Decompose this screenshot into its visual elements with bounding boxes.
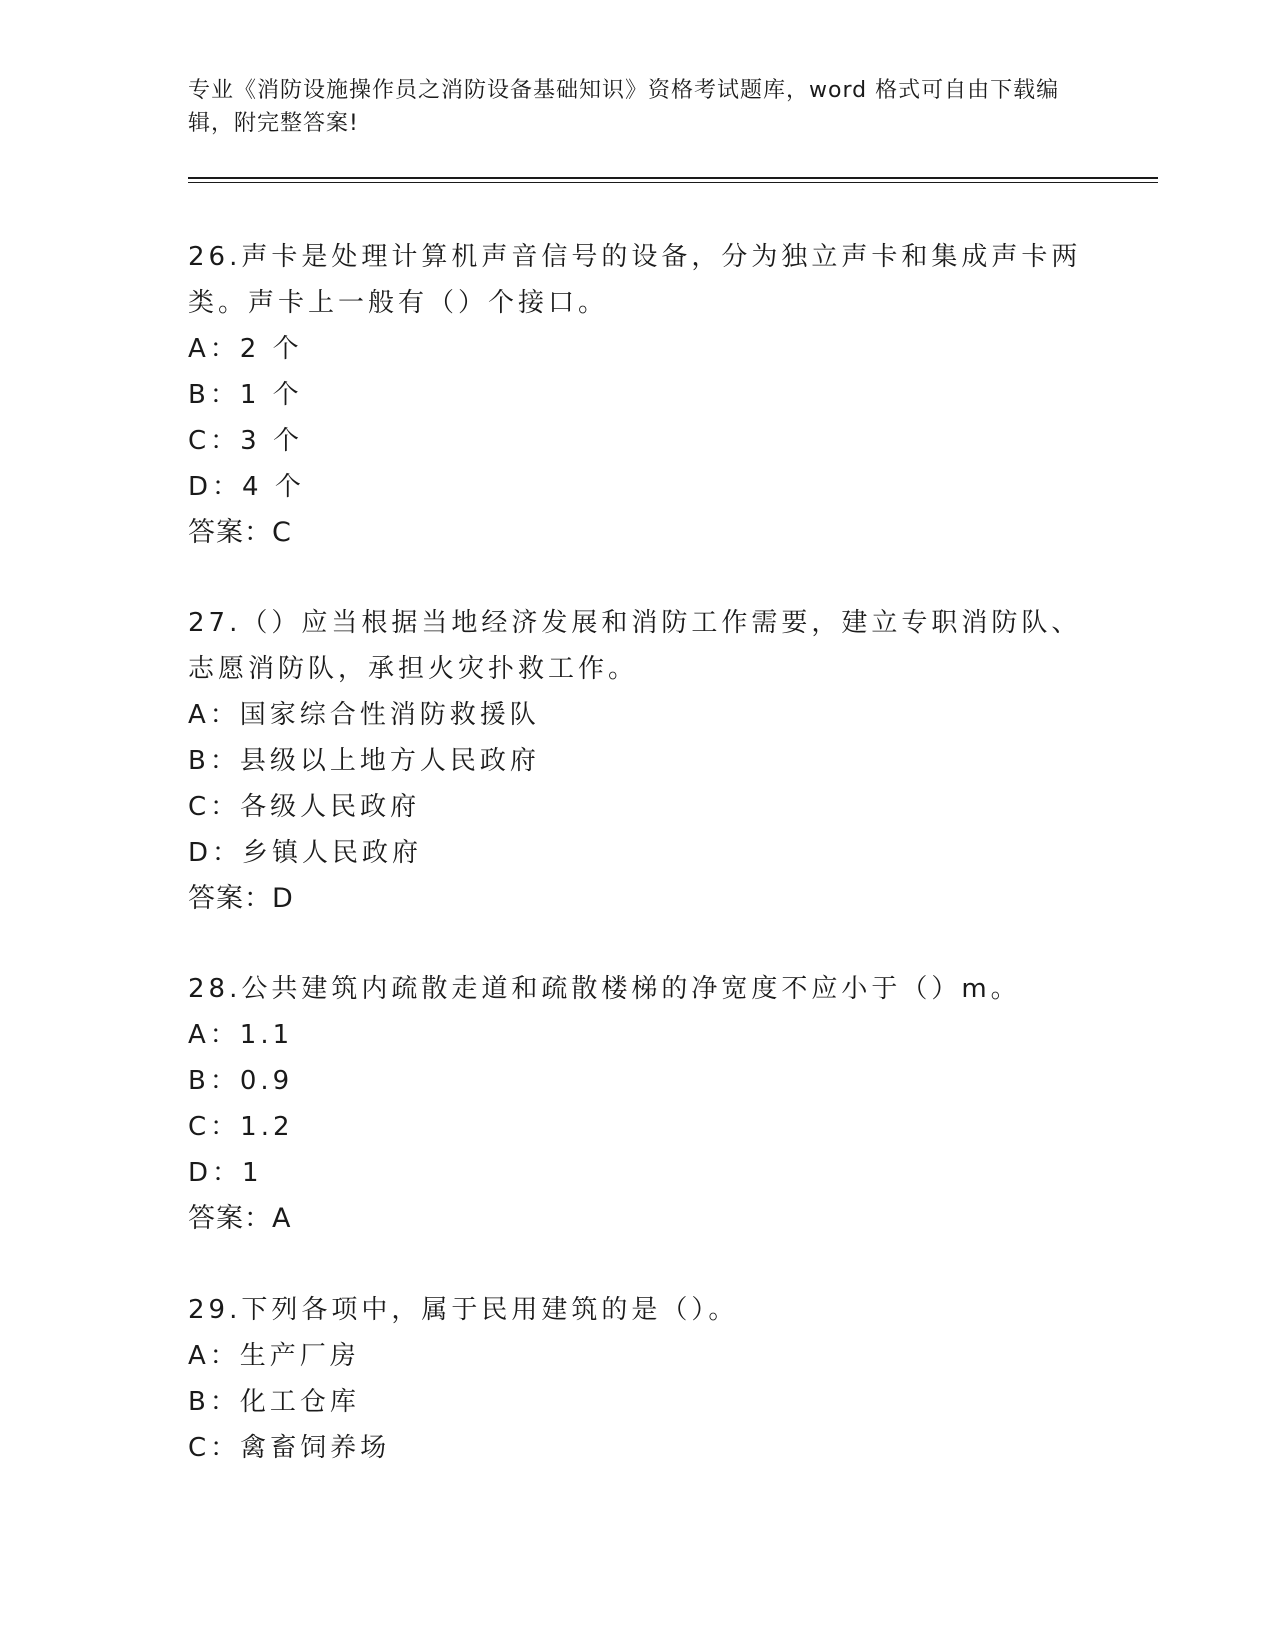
option-a: A：1.1	[188, 1020, 294, 1050]
option-c: C：1.2	[188, 1112, 294, 1142]
option-a: A：生产厂房	[188, 1341, 360, 1371]
option-d: D：4 个	[188, 472, 305, 502]
document-header: 专业《消防设施操作员之消防设备基础知识》资格考试题库，word 格式可自由下载编辑，附完整答案!	[188, 78, 1060, 136]
option-b: B：化工仓库	[188, 1387, 360, 1417]
option-a: A：国家综合性消防救援队	[188, 700, 540, 730]
answer-line: 答案：A	[188, 1203, 292, 1234]
question-stem: 29.下列各项中，属于民用建筑的是（）。	[188, 1295, 739, 1325]
answer-line: 答案：C	[188, 517, 292, 548]
option-c: C：3 个	[188, 426, 303, 456]
answer-line: 答案：D	[188, 883, 294, 914]
option-b: B：县级以上地方人民政府	[188, 746, 540, 776]
question-28	[188, 966, 1088, 1242]
option-a: A：2 个	[188, 334, 303, 364]
option-c: C：禽畜饲养场	[188, 1433, 391, 1463]
question-29	[188, 1287, 1088, 1471]
question-stem: 26.声卡是处理计算机声音信号的设备，分为独立声卡和集成声卡两类。声卡上一般有（）个接口。	[188, 242, 1082, 318]
option-b: B：0.9	[188, 1066, 294, 1096]
header-divider-secondary	[188, 182, 1158, 183]
header-divider	[188, 177, 1158, 179]
option-d: D：乡镇人民政府	[188, 838, 423, 868]
option-c: C：各级人民政府	[188, 792, 421, 822]
option-b: B：1 个	[188, 380, 303, 410]
question-27	[188, 600, 1088, 922]
option-d: D：1	[188, 1158, 263, 1188]
question-stem: 27.（）应当根据当地经济发展和消防工作需要，建立专职消防队、志愿消防队，承担火灾扑救工作。	[188, 608, 1082, 684]
question-stem: 28.公共建筑内疏散走道和疏散楼梯的净宽度不应小于（）m。	[188, 974, 1021, 1004]
question-26	[188, 234, 1088, 556]
